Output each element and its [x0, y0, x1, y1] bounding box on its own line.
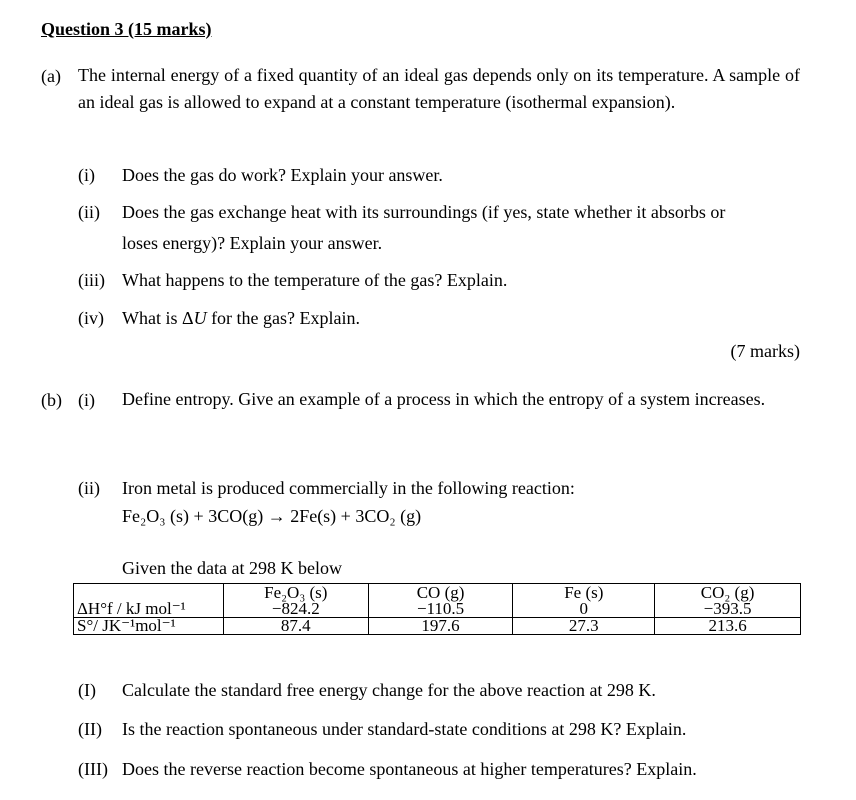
table-header-cell: CO₂ (g): [655, 584, 801, 602]
question-title: Question 3 (15 marks): [41, 19, 212, 39]
a-i-num: (i): [78, 165, 95, 185]
table-row: [74, 618, 801, 635]
table-cell: 87.4: [223, 618, 368, 635]
b-ii-num: (ii): [78, 478, 100, 498]
table-header-cell: Fe₂O₃ (s): [223, 584, 368, 602]
b-I-num: (I): [78, 680, 96, 700]
table-row-label: ΔH°f / kJ mol⁻¹: [74, 601, 224, 618]
table-cell: 0: [513, 601, 655, 618]
reaction-equation: Fe₂O₃ (s) + 3CO(g) → 2Fe(s) + 3CO₂ (g): [122, 506, 422, 526]
a-ii-text-line2: loses energy)? Explain your answer.: [122, 233, 383, 253]
a-iv-num: (iv): [78, 308, 104, 328]
a-i-text: Does the gas do work? Explain your answer.: [122, 165, 443, 185]
a-iv-text-post: for the gas? Explain.: [206, 308, 361, 328]
b-II-num: (II): [78, 719, 102, 739]
b-III-num: (III): [78, 759, 108, 779]
table-cell: −824.2: [223, 601, 368, 618]
table-cell: −110.5: [368, 601, 513, 618]
a-ii-num: (ii): [78, 202, 100, 222]
table-header-cell: CO (g): [368, 584, 513, 602]
a-iii-text: What happens to the temperature of the gas? Explain.: [122, 270, 508, 290]
table-cell: −393.5: [655, 601, 801, 618]
a-iii-num: (iii): [78, 270, 105, 290]
table-cell: 27.3: [513, 618, 655, 635]
table-cell: 213.6: [655, 618, 801, 635]
b-i-text: Define entropy. Give an example of a process in which the entropy of a system increases.: [122, 389, 766, 409]
b-i-num: (i): [78, 390, 95, 410]
b-I-text: Calculate the standard free energy change for the above reaction at 298 K.: [122, 680, 656, 700]
b-II-text: Is the reaction spontaneous under standard-state conditions at 298 K? Explain.: [122, 719, 687, 739]
a-ii-text-line1: Does the gas exchange heat with its surroundings (if yes, state whether it absorbs or: [122, 202, 726, 222]
given-data-text: Given the data at 298 K below: [122, 558, 342, 578]
thermo-data-table: [73, 583, 801, 635]
table-row-label: S°/ JK⁻¹mol⁻¹: [74, 618, 224, 635]
part-a-marks: (7 marks): [730, 341, 800, 361]
table-cell: 197.6: [368, 618, 513, 635]
part-a-label: (a): [41, 66, 61, 86]
a-iv-text-pre: What is Δ: [122, 308, 194, 328]
part-a-intro: The internal energy of a fixed quantity of an ideal gas depends only on its temperature. A sample of an ideal gas is allowed to expand at a constant temperature (isothermal expansion).: [78, 65, 800, 112]
a-iv-text: [122, 309, 360, 327]
part-b-label: (b): [41, 390, 62, 410]
a-iv-text-var: U: [193, 308, 207, 328]
b-ii-text: Iron metal is produced commercially in the following reaction:: [122, 478, 575, 498]
table-header-cell: Fe (s): [513, 584, 655, 602]
b-III-text: Does the reverse reaction become spontaneous at higher temperatures? Explain.: [122, 759, 697, 779]
